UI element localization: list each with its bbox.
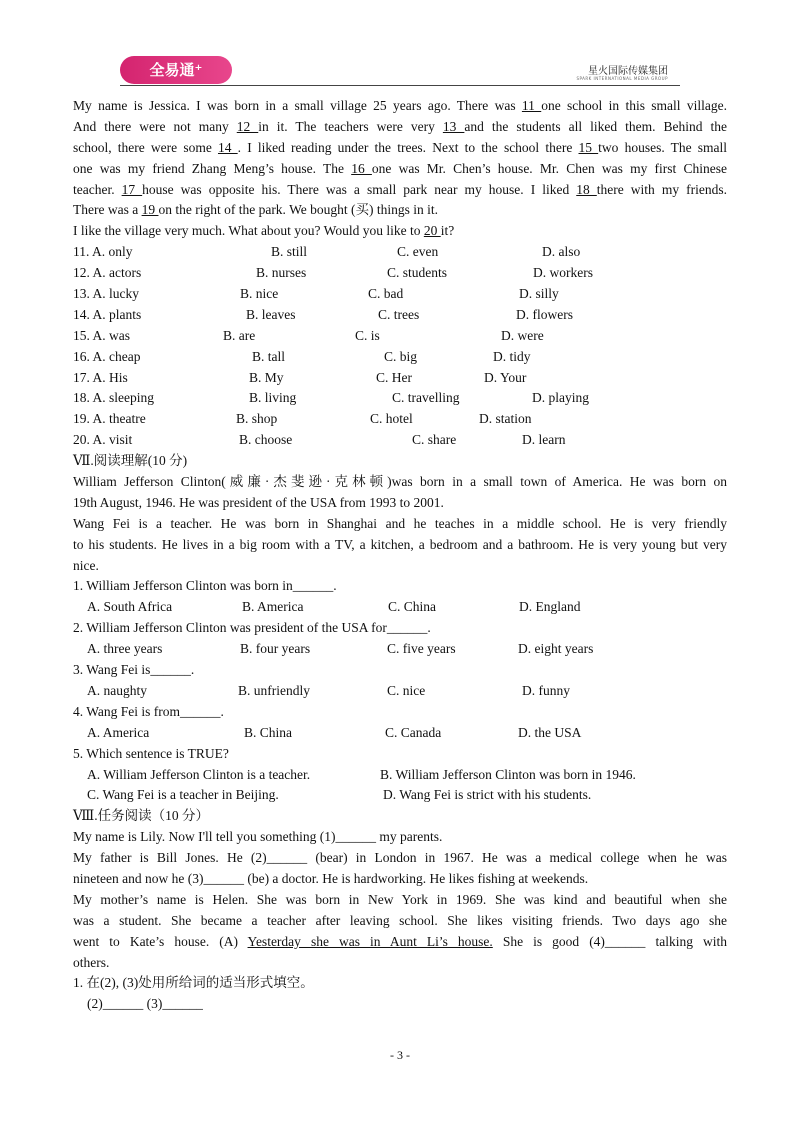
reading-paragraph-line: William Jefferson Clinton(威廉·杰斐逊·克林顿)was born in a small town of America. He was born on [73, 474, 727, 490]
cloze-option-row: 13. A. lucky B. nice C. bad D. silly [73, 286, 559, 302]
question-stem: 4. Wang Fei is from______. [73, 703, 224, 719]
task-paragraph-line: went to Kate’s house. (A) Yesterday she was in Aunt Li’s house. She is good (4)______ talking with [73, 933, 728, 949]
page-header [120, 56, 680, 86]
passage-line: There was a 19 on the right of the park. We bought (买) things in it. [73, 202, 438, 218]
reading-paragraph-line: 19th August, 1946. He was president of the USA from 1993 to 2001. [73, 494, 444, 510]
question-options: A. America B. China C. Canada D. the USA [87, 724, 582, 740]
passage-line: I like the village very much. What about you? Would you like to 20 it? [73, 223, 455, 239]
task-paragraph-line: My name is Lily. Now I'll tell you something (1)______ my parents. [73, 829, 443, 845]
task-paragraph-line: was a student. She became a teacher after leaving school. She likes visiting friends. Two days ago she [73, 912, 727, 928]
question-options: A. South Africa B. America C. China D. England [87, 599, 581, 615]
brand-logo: 全易通⁺ [120, 56, 232, 84]
publisher-subtitle: SPARK INTERNATIONAL MEDIA GROUP [576, 76, 668, 81]
cloze-option-row: 17. A. His B. My C. Her D. Your [73, 369, 527, 385]
task-paragraph-line: nineteen and now he (3)______ (be) a doctor. He is hardworking. He likes fishing at weekends. [73, 870, 589, 886]
publisher-name: 星火国际传媒集团 [588, 66, 668, 77]
passage-line: teacher. 17 house was opposite his. There was a small park near my house. I liked 18 there with my friends. [73, 181, 727, 197]
page-content [73, 96, 727, 1015]
question-options: A. William Jefferson Clinton is a teacher. B. William Jefferson Clinton was born in 1946. [87, 766, 636, 782]
passage-line: school, there were some 14 . I liked reading under the trees. Next to the school there 15 two houses. The small [73, 139, 728, 155]
task-paragraph-line: My father is Bill Jones. He (2)______ (bear) in London in 1967. He was a medical college when he was [73, 850, 727, 866]
underlined-sentence-a: Yesterday she was in Aunt Li’s house. [247, 933, 493, 949]
reading-paragraph-line: nice. [73, 557, 99, 573]
header-rule [120, 85, 680, 86]
question-stem: 1. William Jefferson Clinton was born in______. [73, 578, 337, 594]
question-options: A. three years B. four years C. five years D. eight years [87, 641, 594, 657]
reading-paragraph-line: to his students. He lives in a big room with a TV, a kitchen, a bedroom and a bathroom. He is very young but very [73, 536, 727, 552]
cloze-option-row: 11. A. only B. still C. even D. also [73, 244, 581, 260]
question-options: A. naughty B. unfriendly C. nice D. funny [87, 682, 570, 698]
question-stem: 2. William Jefferson Clinton was president of the USA for______. [73, 620, 431, 636]
reading-paragraph-line: Wang Fei is a teacher. He was born in Shanghai and he teaches in a middle school. He is very friendly [73, 515, 727, 531]
cloze-option-row: 12. A. actors B. nurses C. students D. workers [73, 265, 593, 281]
question-stem: 3. Wang Fei is______. [73, 662, 195, 678]
section-heading: Ⅷ.任务阅读（10 分） [73, 808, 210, 824]
task-paragraph-line: My mother’s name is Helen. She was born in New York in 1969. She was kind and beautiful when she [73, 891, 727, 907]
task-instruction: 1. 在(2), (3)处用所给词的适当形式填空。 [73, 975, 314, 991]
cloze-option-row: 20. A. visit B. choose C. share D. learn [73, 432, 566, 448]
task-paragraph-line: others. [73, 954, 110, 970]
cloze-option-row: 19. A. theatre B. shop C. hotel D. station [73, 411, 532, 427]
answer-blanks: (2)______ (3)______ [87, 996, 203, 1012]
passage-line: My name is Jessica. I was born in a small village 25 years ago. There was 11 one school in this small village. [73, 98, 727, 113]
cloze-option-row: 18. A. sleeping B. living C. travelling D. playing [73, 390, 589, 406]
page-number: - 3 - [390, 1048, 410, 1062]
question-options: C. Wang Fei is a teacher in Beijing. D. Wang Fei is strict with his students. [87, 787, 592, 803]
cloze-option-row: 16. A. cheap B. tall C. big D. tidy [73, 348, 531, 364]
question-stem: 5. Which sentence is TRUE? [73, 745, 229, 761]
passage-line: And there were not many 12 in it. The teachers were very 13 and the students all liked them. Behind the [73, 118, 728, 134]
cloze-option-row: 15. A. was B. are C. is D. were [73, 327, 544, 343]
section-heading: Ⅶ.阅读理解(10 分) [73, 453, 188, 469]
passage-line: one was my friend Zhang Meng’s house. The 16 one was Mr. Chen’s house. Mr. Chen was my first Chinese [73, 160, 727, 176]
cloze-option-row: 14. A. plants B. leaves C. trees D. flowers [73, 306, 573, 322]
